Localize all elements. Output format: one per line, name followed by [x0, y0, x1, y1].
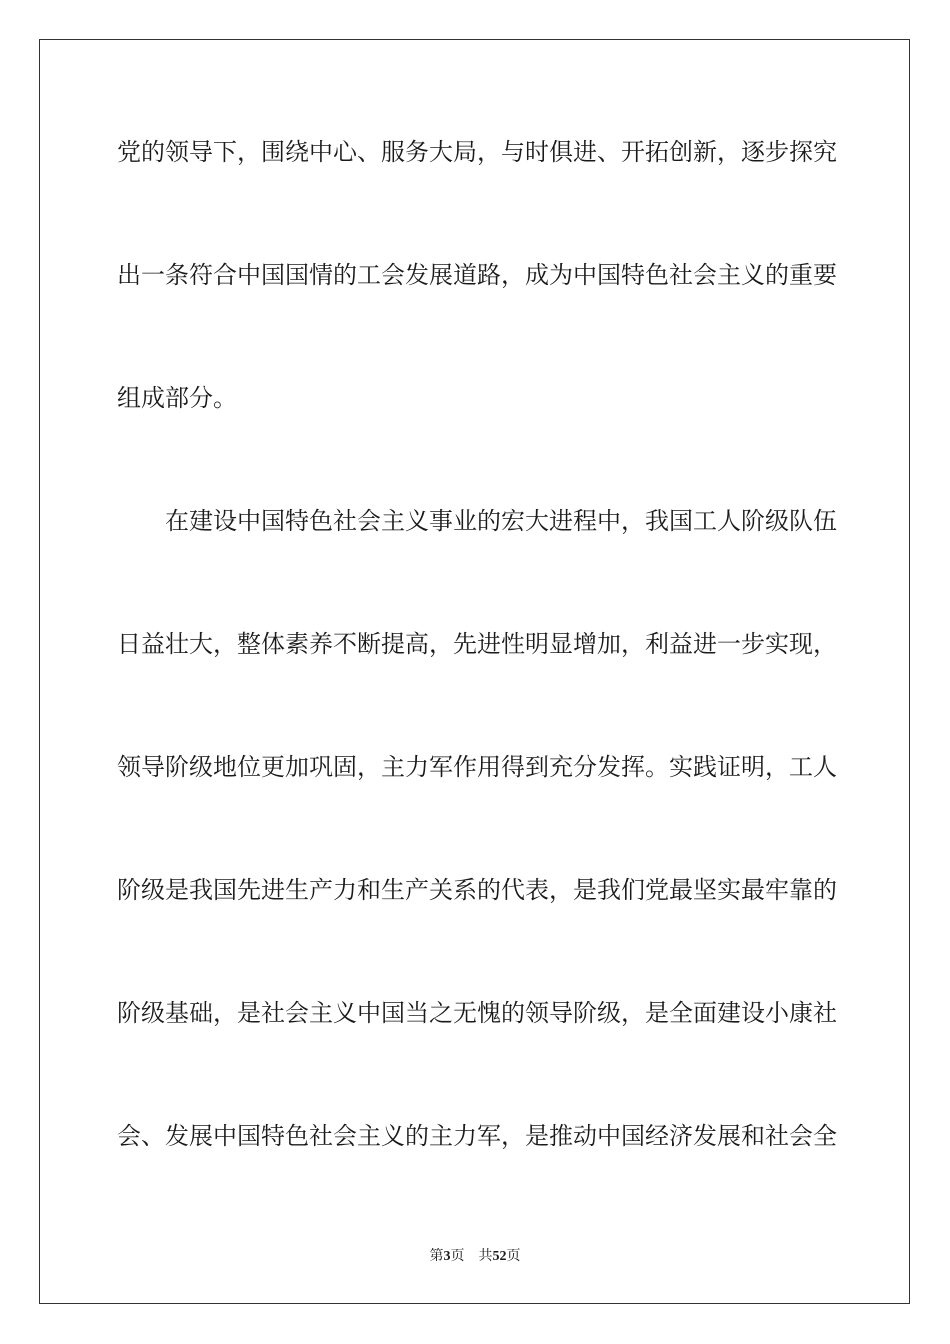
page-border — [39, 39, 910, 1304]
text-line: 会、发展中国特色社会主义的主力军，是推动中国经济发展和社会全 — [117, 1122, 837, 1150]
text-line: 在建设中国特色社会主义事业的宏大进程中，我国工人阶级队伍 — [165, 507, 837, 535]
page-number: 3 — [443, 1249, 451, 1264]
total-pages: 52 — [492, 1249, 507, 1264]
text-line: 党的领导下，围绕中心、服务大局，与时俱进、开拓创新，逐步探究 — [117, 138, 837, 166]
total-suffix: 页 — [506, 1248, 521, 1264]
text-line: 阶级是我国先进生产力和生产关系的代表，是我们党最坚实最牢靠的 — [117, 876, 837, 904]
text-line: 日益壮大，整体素养不断提高，先进性明显增加，利益进一步实现， — [117, 630, 837, 658]
text-line: 领导阶级地位更加巩固，主力军作用得到充分发挥。实践证明，工人 — [117, 753, 837, 781]
text-line: 阶级基础，是社会主义中国当之无愧的领导阶级，是全面建设小康社 — [117, 999, 837, 1027]
text-line: 组成部分。 — [117, 384, 237, 412]
text-line: 出一条符合中国国情的工会发展道路，成为中国特色社会主义的重要 — [117, 261, 837, 289]
page-prefix: 第 — [429, 1248, 444, 1264]
total-prefix: 共 — [478, 1248, 493, 1264]
page-suffix: 页 — [450, 1248, 465, 1264]
page-footer — [0, 1247, 950, 1266]
